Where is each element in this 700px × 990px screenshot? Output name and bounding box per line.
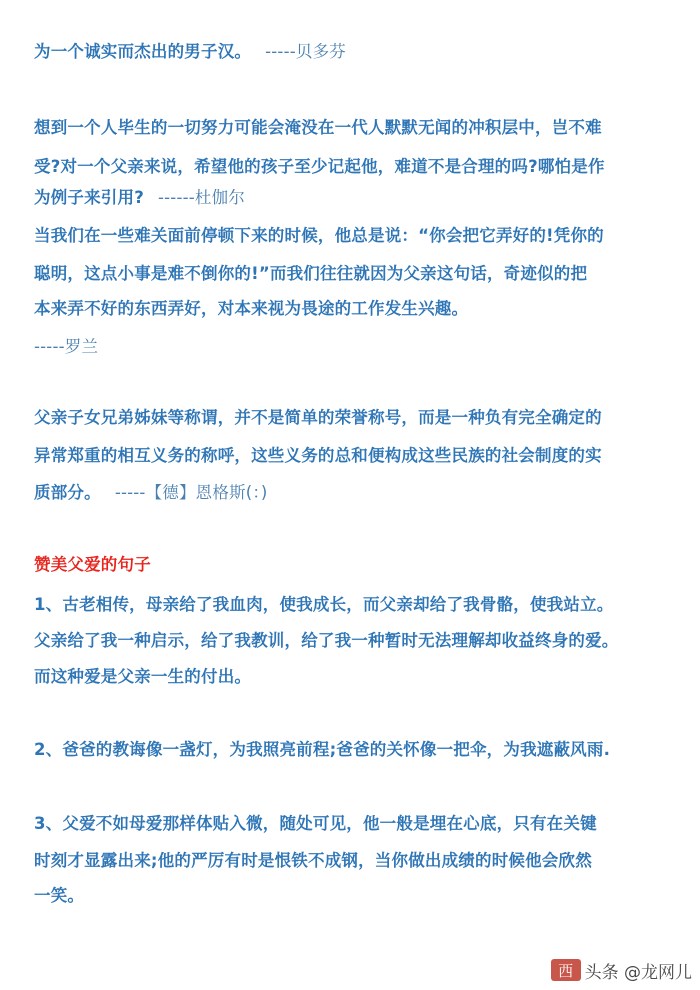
quote-4-line-2: 异常郑重的相互义务的称呼，这些义务的总和便构成这些民族的社会制度的实 (34, 446, 602, 465)
watermark-logo-icon: 西 (551, 959, 581, 981)
watermark (551, 956, 692, 984)
item-3-line-1: 3、父爱不如母爱那样体贴入微，随处可见，他一般是埋在心底，只有在关键 (34, 814, 597, 833)
quote-1-text: 为一个诚实而杰出的男子汉。 (34, 42, 252, 61)
quote-4-text-end: 质部分。 (34, 483, 101, 502)
quote-4-attribution: -----【德】恩格斯(：) (114, 483, 268, 502)
quote-2-line-2: 受?对一个父亲来说，希望他的孩子至少记起他，难道不是合理的吗?哪怕是作 (34, 157, 605, 176)
item-1-line-3: 而这种爱是父亲一生的付出。 (34, 667, 252, 686)
quote-1-attribution: -----贝多芬 (265, 42, 346, 61)
quote-3-line-2: 聪明，这点小事是难不倒你的!”而我们往往就因为父亲这句话，奇迹似的把 (34, 264, 588, 283)
item-3-line-3: 一笑。 (34, 886, 85, 905)
quote-2-line-3 (34, 183, 245, 213)
watermark-text: 头条 @龙网儿 (584, 962, 692, 983)
item-1-line-1: 1、古老相传，母亲给了我血肉，使我成长，而父亲却给了我骨骼，使我站立。 (34, 595, 614, 614)
quote-4-line-3 (34, 478, 268, 508)
quote-3-line-1: 当我们在一些难关面前停顿下来的时候，他总是说：“你会把它弄好的!凭你的 (34, 226, 604, 245)
quote-1-line-1 (34, 37, 346, 67)
item-1-line-2: 父亲给了我一种启示，给了我教训，给了我一种暂时无法理解却收益终身的爱。 (34, 631, 619, 650)
quote-3-line-3: 本来弄不好的东西弄好，对本来视为畏途的工作发生兴趣。 (34, 299, 469, 318)
quote-3-attribution: -----罗兰 (34, 337, 99, 356)
quote-2-text-end: 为例子来引用? (34, 188, 144, 207)
section-heading: 赞美父爱的句子 (34, 555, 151, 574)
quote-4-line-1: 父亲子女兄弟姊妹等称谓，并不是简单的荣誉称号，而是一种负有完全确定的 (34, 408, 602, 427)
item-3-line-2: 时刻才显露出来;他的严厉有时是恨铁不成钢，当你做出成绩的时候他会欣然 (34, 851, 592, 870)
quote-2-attribution: ------杜伽尔 (157, 188, 246, 207)
quote-2-line-1: 想到一个人毕生的一切努力可能会淹没在一代人默默无闻的冲积层中，岂不难 (34, 118, 602, 137)
item-2-line-1: 2、爸爸的教诲像一盏灯，为我照亮前程;爸爸的关怀像一把伞，为我遮蔽风雨. (34, 740, 611, 759)
